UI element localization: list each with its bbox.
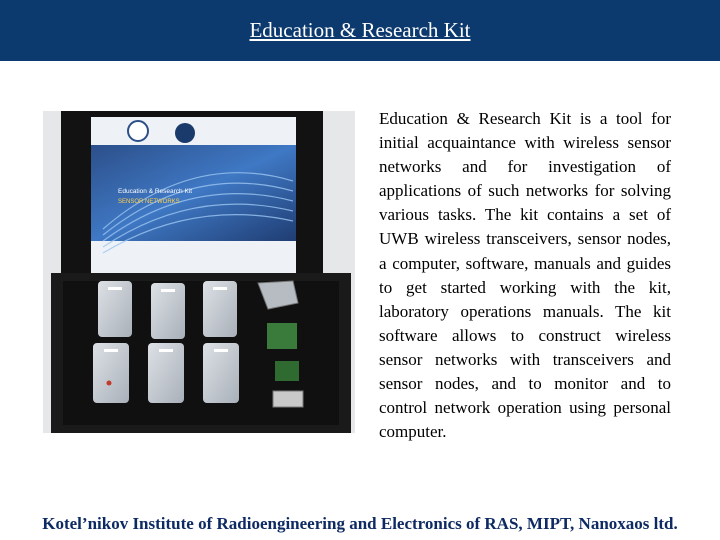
institution-footer: Kotel’nikov Institute of Radioengineering and Electronics of RAS, MIPT, Nanoxaos ltd. [42,514,678,533]
page-title: Education & Research Kit [249,18,471,42]
kit-description: Education & Research Kit is a tool for initial acquaintance with wireless sensor networks and for investigation of applications of such networks for solving various tasks. The kit contains a set of UWB wireless transceivers, sensor nodes, a computer, software, manuals and guides to get started working with the kit, laboratory operations manuals. The kit software allows to construct wireless sensor networks with transceivers and sensor nodes, and to monitor and to control network operation using personal computer. [379,109,671,442]
lid-sublabel: SENSOR NETWORKS [118,199,180,205]
title-bar [0,0,720,61]
kit-photo [43,111,355,433]
lid-label: Education & Research Kit [118,188,193,195]
kit-photo-illustration [43,111,355,433]
sensor-board [275,361,299,381]
logo-left [128,121,148,141]
logo-right [175,123,195,143]
battery-module [273,391,303,407]
sensor-board [267,323,297,349]
